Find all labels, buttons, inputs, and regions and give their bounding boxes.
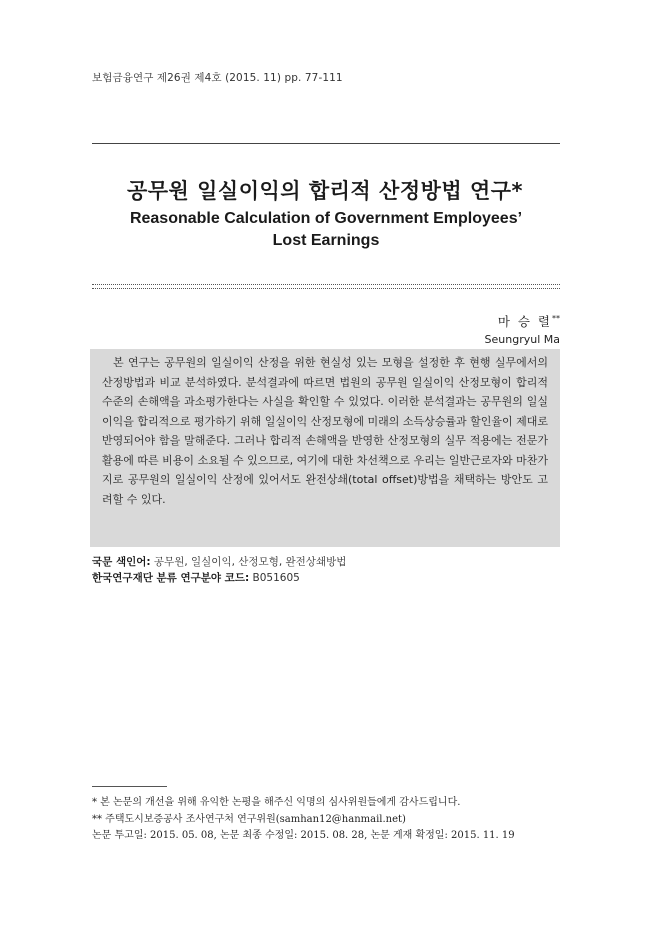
author-name-english: Seungryul Ma	[484, 333, 560, 346]
keywords-label: 국문 색인어:	[92, 556, 151, 568]
keywords-block	[92, 554, 346, 586]
footnote-rule	[92, 786, 167, 787]
author-name-korean-text: 마 승 렬	[497, 314, 552, 329]
author-name-korean	[485, 312, 560, 330]
top-rule	[92, 143, 560, 144]
footnotes	[92, 795, 515, 845]
author-footnote-mark: **	[552, 313, 560, 323]
classification-label: 한국연구재단 분류 연구분야 코드:	[92, 572, 250, 584]
title-english	[92, 208, 560, 252]
keywords-value: 공무원, 일실이익, 산정모형, 완전상쇄방법	[153, 556, 347, 568]
classification-line	[92, 570, 346, 586]
footnote-author-affiliation: ** 주택도시보증공사 조사연구처 연구위원(samhan12@hanmail.net)	[92, 813, 406, 825]
abstract-box	[90, 349, 560, 547]
title-english-line1: Reasonable Calculation of Government Employees’	[129, 210, 523, 227]
author-block	[485, 312, 560, 346]
title-english-line2: Lost Earnings	[272, 232, 380, 249]
journal-header: 보험금융연구 제26권 제4호 (2015. 11) pp. 77-111	[92, 72, 343, 84]
footnote-dates: 논문 투고일: 2015. 05. 08, 논문 최종 수정일: 2015. 08. 28, 논문 게재 확정일: 2015. 11. 19	[92, 830, 515, 841]
title-korean: 공무원 일실이익의 합리적 산정방법 연구*	[126, 179, 524, 203]
title-divider	[92, 284, 560, 289]
abstract-text: 본 연구는 공무원의 일실이익 산정을 위한 현실성 있는 모형을 설정한 후 현행 실무에서의 산정방법과 비교 분석하였다. 분석결과에 따르면 법원의 공무원 일실이익 산정모형이 합리적 수준의 손해액을 과소평가한다는 사실을 확인할 수 있었다. 이러한 분석결과는 공무원의 일실이익을 합리적으로 평가하기 위해 일실이익 산정모형에 미래의 소득상승률과 할인율이 제대로 반영되어야 함을 말해준다. 그러나 합리적 손해액을 반영한 산정모형의 실무 적용에는 전문가 활용에 따른 비용이 소요될 수 있으므로, 여기에 대한 차선책으로 우리는 일반근로자와 마찬가지로 공무원의 일실이익 산정에 있어서도 완전상쇄(total offset)방법을 채택하는 방안도 고려할 수 있다.	[102, 356, 548, 506]
classification-value: B051605	[252, 572, 300, 584]
footnote-acknowledgement: * 본 논문의 개선을 위해 유익한 논평을 해주신 익명의 심사위원들에게 감사드립니다.	[92, 797, 461, 808]
keywords-line	[92, 554, 346, 570]
